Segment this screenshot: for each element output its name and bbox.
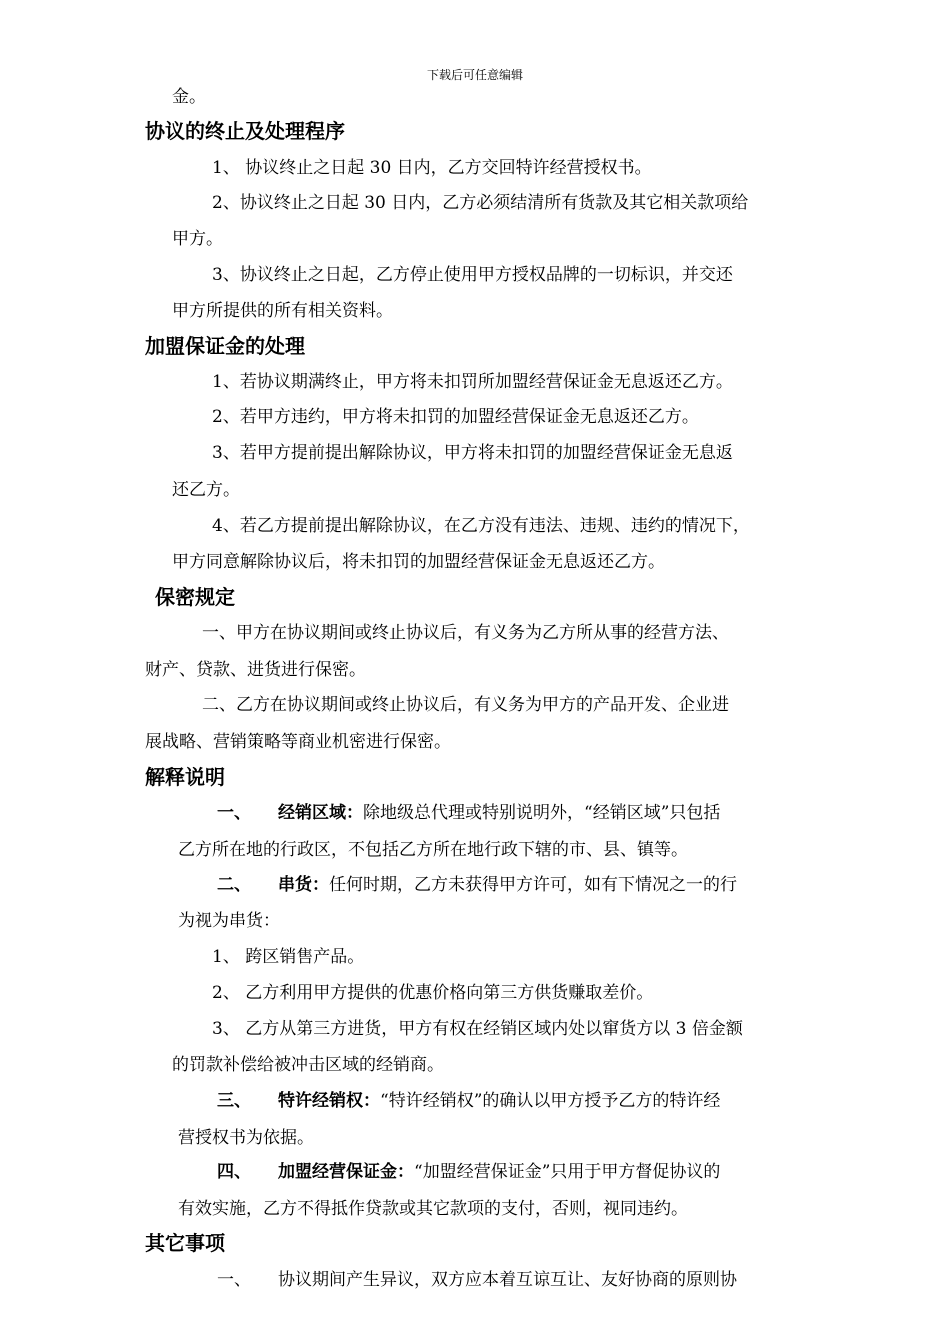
definition-term: 串货： — [278, 875, 329, 895]
paragraph: 1、若协议期满终止，甲方将未扣罚所加盟经营保证金无息返还乙方。 — [212, 372, 733, 392]
paragraph: 协议期间产生异议，双方应本着互谅互让、友好协商的原则协 — [278, 1270, 737, 1290]
page-header: 下载后可任意编辑 — [426, 68, 523, 82]
paragraph: 一、甲方在协议期间或终止协议后，有义务为乙方所从事的经营方法、 — [202, 623, 729, 643]
definition-text: 除地级总代理或特别说明外，“经销区域”只包括 — [363, 803, 721, 823]
item-number: 四、 — [217, 1162, 251, 1182]
paragraph: 2、 乙方利用甲方提供的优惠价格向第三方供货赚取差价。 — [212, 983, 654, 1003]
paragraph: 营授权书为依据。 — [178, 1128, 314, 1148]
paragraph: 1、 协议终止之日起 30 日内，乙方交回特许经营授权书。 — [212, 158, 652, 178]
definition-line — [278, 802, 720, 824]
section-title-termination: 协议的终止及处理程序 — [145, 119, 345, 143]
definition-line — [278, 1090, 720, 1112]
definition-term: 加盟经营保证金： — [278, 1162, 414, 1182]
definition-term: 经销区域： — [278, 803, 363, 823]
paragraph: 甲方同意解除协议后，将未扣罚的加盟经营保证金无息返还乙方。 — [172, 552, 665, 572]
definition-line — [278, 1161, 720, 1183]
paragraph: 甲方。 — [172, 229, 223, 249]
paragraph: 展战略、营销策略等商业机密进行保密。 — [145, 732, 451, 752]
paragraph: 乙方所在地的行政区，不包括乙方所在地行政下辖的市、县、镇等。 — [178, 840, 688, 860]
section-title-deposit: 加盟保证金的处理 — [145, 334, 305, 358]
paragraph-tail: 金。 — [172, 87, 206, 107]
paragraph: 3、协议终止之日起，乙方停止使用甲方授权品牌的一切标识，并交还 — [212, 265, 733, 285]
item-number: 三、 — [217, 1091, 251, 1111]
paragraph: 2、协议终止之日起 30 日内，乙方必须结清所有货款及其它相关款项给 — [212, 193, 749, 213]
definition-text: “加盟经营保证金”只用于甲方督促协议的 — [414, 1162, 721, 1182]
paragraph: 还乙方。 — [172, 480, 240, 500]
paragraph: 甲方所提供的所有相关资料。 — [172, 301, 393, 321]
paragraph: 财产、贷款、进货进行保密。 — [145, 660, 366, 680]
item-number: 一、 — [217, 1270, 251, 1290]
definition-text: “特许经销权”的确认以甲方授予乙方的特许经 — [380, 1091, 721, 1111]
section-title-other: 其它事项 — [145, 1231, 225, 1255]
paragraph: 2、若甲方违约，甲方将未扣罚的加盟经营保证金无息返还乙方。 — [212, 407, 699, 427]
paragraph: 1、 跨区销售产品。 — [212, 947, 365, 967]
paragraph: 4、若乙方提前提出解除协议，在乙方没有违法、违规、违约的情况下， — [212, 516, 750, 536]
section-title-interpretation: 解释说明 — [145, 765, 225, 789]
definition-term: 特许经销权： — [278, 1091, 380, 1111]
paragraph: 3、 乙方从第三方进货，甲方有权在经销区域内处以窜货方以 3 倍金额 — [212, 1019, 743, 1039]
item-number: 二、 — [217, 875, 251, 895]
paragraph: 3、若甲方提前提出解除协议，甲方将未扣罚的加盟经营保证金无息返 — [212, 443, 733, 463]
definition-text: 任何时期，乙方未获得甲方许可，如有下情况之一的行 — [329, 875, 737, 895]
paragraph: 二、乙方在协议期间或终止协议后，有义务为甲方的产品开发、企业进 — [202, 695, 729, 715]
paragraph: 的罚款补偿给被冲击区域的经销商。 — [172, 1055, 444, 1075]
item-number: 一、 — [217, 803, 251, 823]
section-title-confidentiality: 保密规定 — [155, 585, 235, 609]
paragraph: 有效实施，乙方不得抵作贷款或其它款项的支付，否则，视同违约。 — [178, 1199, 688, 1219]
definition-line — [278, 874, 737, 896]
paragraph: 为视为串货： — [178, 911, 280, 931]
